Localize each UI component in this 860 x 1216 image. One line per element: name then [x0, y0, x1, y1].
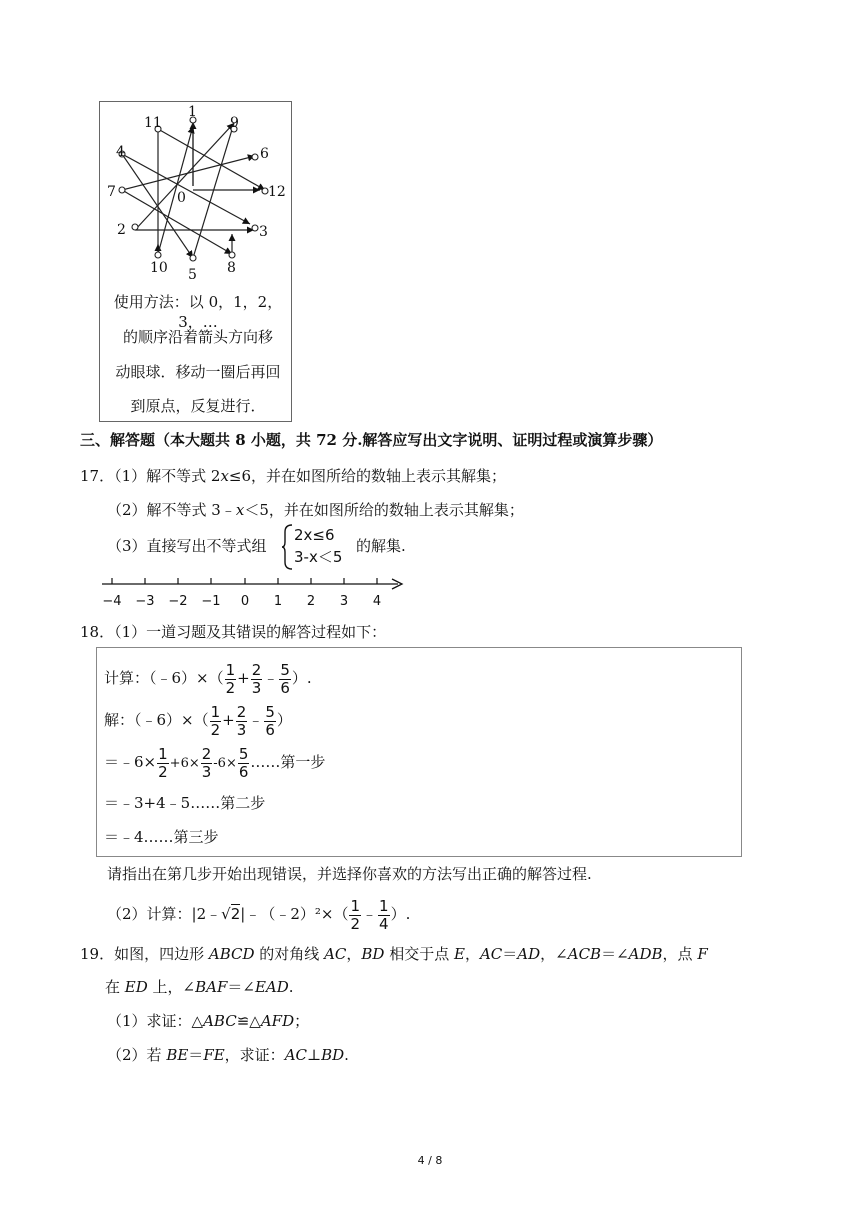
frac-five-sixths: $\frac{5}{6}$ — [280, 660, 290, 697]
label-9: 9 — [230, 115, 239, 131]
calc-line-4-step2: ＝﹣3+4﹣5……第二步 — [104, 794, 266, 812]
frac-two-thirds: $\frac{2}{3}$ — [251, 660, 262, 697]
calc-line-5-step3: ＝﹣4……第三步 — [104, 828, 219, 846]
calc-line-1-prefix: 计算：（﹣6）×（ — [104, 669, 224, 687]
figure-caption-line-3: 动眼球．移动一圈后再回 — [115, 363, 281, 381]
q17-part1 — [80, 466, 506, 486]
frac-half-p2: $\frac{1}{2}$ — [350, 896, 360, 933]
frac-quarter: $\frac{1}{4}$ — [379, 896, 389, 933]
tick-label-2: 2 — [306, 594, 316, 609]
eye-exercise-diagram — [100, 102, 291, 282]
label-2: 2 — [117, 222, 126, 238]
calc-line-2: 解：（﹣6）×（ $\frac{1}{2}$ + $\frac{2}{3}$ ﹣ $\frac{5}{6}$ ） — [104, 702, 292, 739]
system-ineq-2: 3-x＜5 — [294, 548, 343, 566]
tick-label-4: 4 — [372, 594, 382, 609]
q17-p1-a: （1）解不等式 2 — [114, 467, 221, 485]
page-number: 4 / 8 — [417, 1154, 443, 1167]
q17-part2 — [107, 500, 524, 520]
label-0: 0 — [177, 190, 186, 206]
calculation-box — [96, 647, 742, 857]
q18-intro — [80, 622, 386, 642]
label-1: 1 — [188, 104, 197, 120]
q18-part2: （2）计算：|2﹣√2|﹣（﹣2）²×（ $\frac{1}{2}$ ﹣ $\frac{1}{4}$ ）. — [107, 896, 411, 933]
q17-p1-b: ≤6，并在如图所给的数轴上表示其解集； — [228, 467, 507, 485]
calc-line-3-step1: ＝﹣6× $\frac{1}{2}$ +6× $\frac{2}{3}$ -6× $\frac{5}{6}$ ……第一步 — [104, 744, 326, 781]
q17-p2-b: ＜5，并在如图所给的数轴上表示其解集； — [244, 501, 524, 519]
q18-number: 18． — [80, 623, 115, 641]
number-line — [100, 572, 410, 616]
figure-caption-line-2: 的顺序沿着箭头方向移 — [122, 328, 273, 346]
q19-line-2: 在 ED 上，∠BAF＝∠EAD. — [105, 978, 294, 996]
label-12: 12 — [268, 184, 286, 200]
q19-line-1: 19．如图，四边形 ABCD 的对角线 AC，BD 相交于点 E，AC＝AD，∠ACB＝∠ADB，点 F — [80, 945, 708, 963]
q18-instruction: 请指出在第几步开始出现错误，并选择你喜欢的方法写出正确的解答过程. — [107, 865, 592, 883]
system-brace — [282, 524, 294, 570]
frac-half: $\frac{1}{2}$ — [225, 660, 236, 697]
tick-label-1: 1 — [273, 594, 283, 609]
tick-label-neg3: −3 — [135, 594, 155, 609]
calc-line-2-prefix: 解：（﹣6）×（ — [104, 711, 209, 729]
label-8: 8 — [227, 260, 236, 276]
path-2-9 — [135, 123, 234, 230]
tick-label-3: 3 — [339, 594, 349, 609]
q17-p2-var: x — [235, 501, 245, 519]
system-ineq-1: 2x≤6 — [294, 526, 335, 544]
label-7: 7 — [107, 184, 116, 200]
calc-line-1: 计算：（﹣6）×（ $\frac{1}{2}$ + $\frac{2}{3}$ ﹣ $\frac{5}{6}$ ）. — [104, 660, 312, 697]
tick-label-neg4: −4 — [102, 594, 122, 609]
tick-label-neg1: −1 — [201, 594, 221, 609]
figure-caption-line-1: 使用方法：以 0，1，2，3，… — [113, 293, 283, 331]
tick-label-0: 0 — [240, 594, 250, 609]
path-4-3 — [122, 154, 250, 224]
q17-part3-suffix: 的解集. — [356, 537, 406, 555]
q17-number: 17． — [80, 467, 115, 485]
q19-part1: （1）求证：△ABC≌△AFD； — [107, 1012, 310, 1030]
tick-label-neg2: −2 — [168, 594, 188, 609]
label-6: 6 — [260, 146, 269, 162]
q17-part3-prefix: （3）直接写出不等式组 — [107, 537, 267, 555]
q17-p1-var: x — [220, 467, 229, 485]
q19-number: 19． — [80, 945, 115, 963]
q19-part2: （2）若 BE＝FE，求证：AC⊥BD. — [107, 1046, 349, 1064]
figure-caption-line-4: 到原点，反复进行． — [130, 397, 266, 415]
label-10: 10 — [150, 260, 168, 276]
label-3: 3 — [259, 224, 268, 240]
section-heading: 三、解答题（本大题共 8 小题，共 72 分.解答应写出文字说明、证明过程或演算步骤） — [80, 431, 663, 449]
label-11: 11 — [144, 115, 162, 131]
label-5: 5 — [188, 267, 197, 282]
sqrt-symbol: √2 — [221, 905, 241, 923]
q18-intro-text: （1）一道习题及其错误的解答过程如下： — [114, 623, 387, 641]
label-4: 4 — [116, 144, 125, 160]
q17-p2-a: （2）解不等式 3﹣ — [107, 501, 236, 519]
path-11-12 — [158, 129, 265, 190]
inequality-system — [294, 524, 342, 568]
